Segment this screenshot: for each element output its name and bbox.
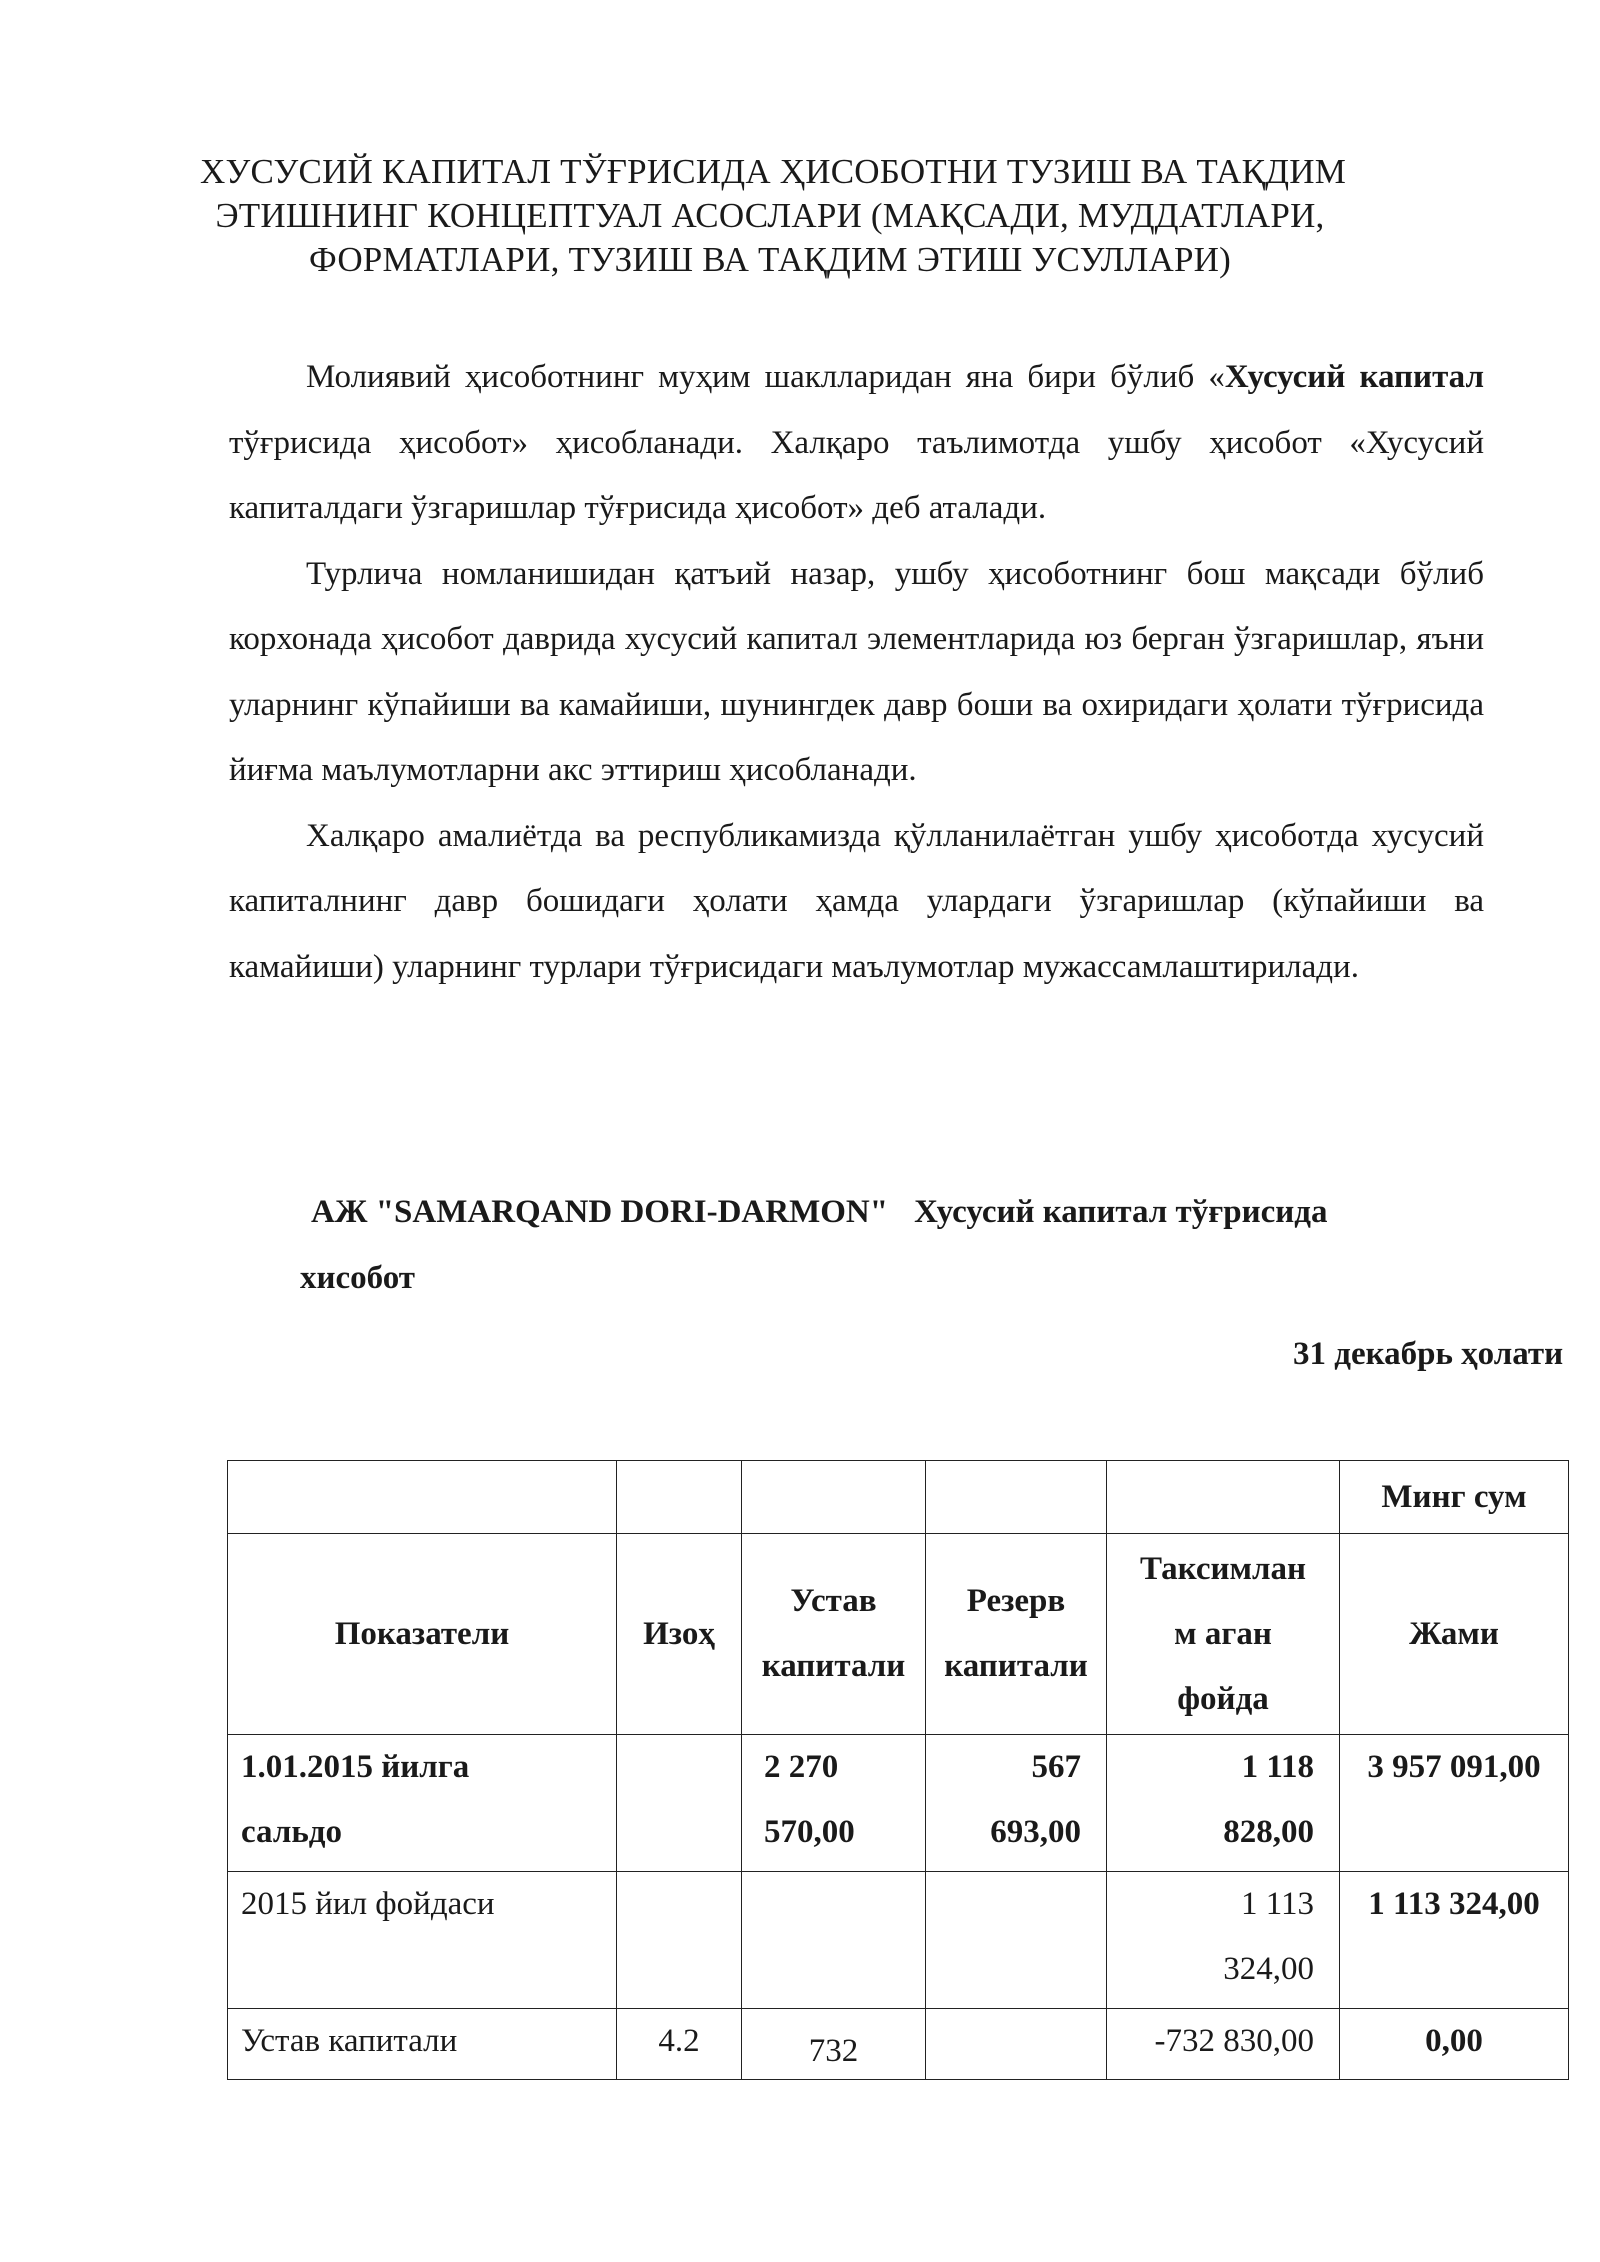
title-line: ЭТИШНИНГ КОНЦЕПТУАЛ АСОСЛАРИ (МАҚСАДИ, МУДДАТЛАРИ, — [215, 196, 1325, 235]
table-row — [228, 1872, 1569, 2009]
header-charter-capital: Устав капитали — [742, 1534, 926, 1735]
header-indicators: Показатели — [228, 1534, 617, 1735]
row-retained: 1 113 324,00 — [1107, 1872, 1340, 2009]
unit-row — [228, 1461, 1569, 1534]
document-title — [200, 150, 1347, 282]
company-name: АЖ "SAMARQAND DORI-DARMON" — [311, 1194, 889, 1230]
paragraph-3: Халқаро амалиётда ва республикамизда қўлланилаётган ушбу ҳисоботда хусусий капиталнинг давр бошидаги ҳолати ҳамда улардаги ўзгаришлар (кўпайиши ва камайиши) уларнинг турлари тўғрисидаги маълумотлар мужассамлаштирилади. — [229, 817, 1484, 985]
equity-table — [227, 1460, 1569, 2080]
header-total: Жами — [1340, 1534, 1569, 1735]
row-reserve — [926, 1872, 1107, 2009]
row-note — [617, 1872, 742, 2009]
row-retained: -732 830,00 — [1107, 2009, 1340, 2080]
row-charter — [742, 1872, 926, 2009]
row-reserve: 567 693,00 — [926, 1735, 1107, 1872]
report-title — [300, 1192, 1327, 1232]
unit-label: Минг сум — [1340, 1461, 1569, 1534]
table-row — [228, 1735, 1569, 1872]
row-label: 2015 йил фойдаси — [228, 1872, 617, 2009]
row-charter: 2 270 570,00 — [742, 1735, 926, 1872]
report-date: 31 декабрь ҳолати — [1293, 1336, 1564, 1372]
row-note: 4.2 — [617, 2009, 742, 2080]
row-total: 1 113 324,00 — [1340, 1872, 1569, 2009]
body-text — [229, 345, 1484, 1000]
header-note: Изоҳ — [617, 1534, 742, 1735]
row-retained: 1 118 828,00 — [1107, 1735, 1340, 1872]
row-note — [617, 1735, 742, 1872]
header-retained-earnings: Таксимлан м аган фойда — [1107, 1534, 1340, 1735]
table-row — [228, 2009, 1569, 2080]
title-line: ФОРМАТЛАРИ, ТУЗИШ ВА ТАҚДИМ ЭТИШ УСУЛЛАРИ) — [309, 240, 1231, 279]
paragraph-2: Турлича номланишидан қатъий назар, ушбу ҳисоботнинг бош мақсади бўлиб корхонада ҳисобот даврида хусусий капитал элементларида юз берган ўзгаришлар, яъни уларнинг кўпайиши ва камайиши, шунингдек давр боши ва охиридаги ҳолати тўғрисида йиғма маълумотларни акс эттириш ҳисобланади. — [229, 555, 1484, 788]
paragraph-1: Молиявий ҳисоботнинг муҳим шаклларидан яна бири бўлиб «Хусусий капитал тўғрисида ҳисобот» ҳисобланади. Халқаро таълимотда ушбу ҳисобот «Хусусий капиталдаги ўзгаришлар тўғрисида ҳисобот» деб аталади. — [229, 359, 1484, 526]
table-header-row — [228, 1534, 1569, 1735]
row-total: 0,00 — [1340, 2009, 1569, 2080]
title-line: ХУСУСИЙ КАПИТАЛ ТЎҒРИСИДА ҲИСОБОТНИ ТУЗИШ ВА ТАҚДИМ — [200, 152, 1347, 191]
row-label: Устав капитали — [228, 2009, 617, 2080]
report-title-line2: хисобот — [300, 1260, 416, 1296]
report-title-text: Хусусий капитал тўғрисида — [914, 1194, 1328, 1230]
row-reserve — [926, 2009, 1107, 2080]
header-reserve-capital: Резерв капитали — [926, 1534, 1107, 1735]
row-charter: 732 — [742, 2009, 926, 2080]
row-total: 3 957 091,00 — [1340, 1735, 1569, 1872]
row-label: 1.01.2015 йилга сальдо — [228, 1735, 617, 1872]
